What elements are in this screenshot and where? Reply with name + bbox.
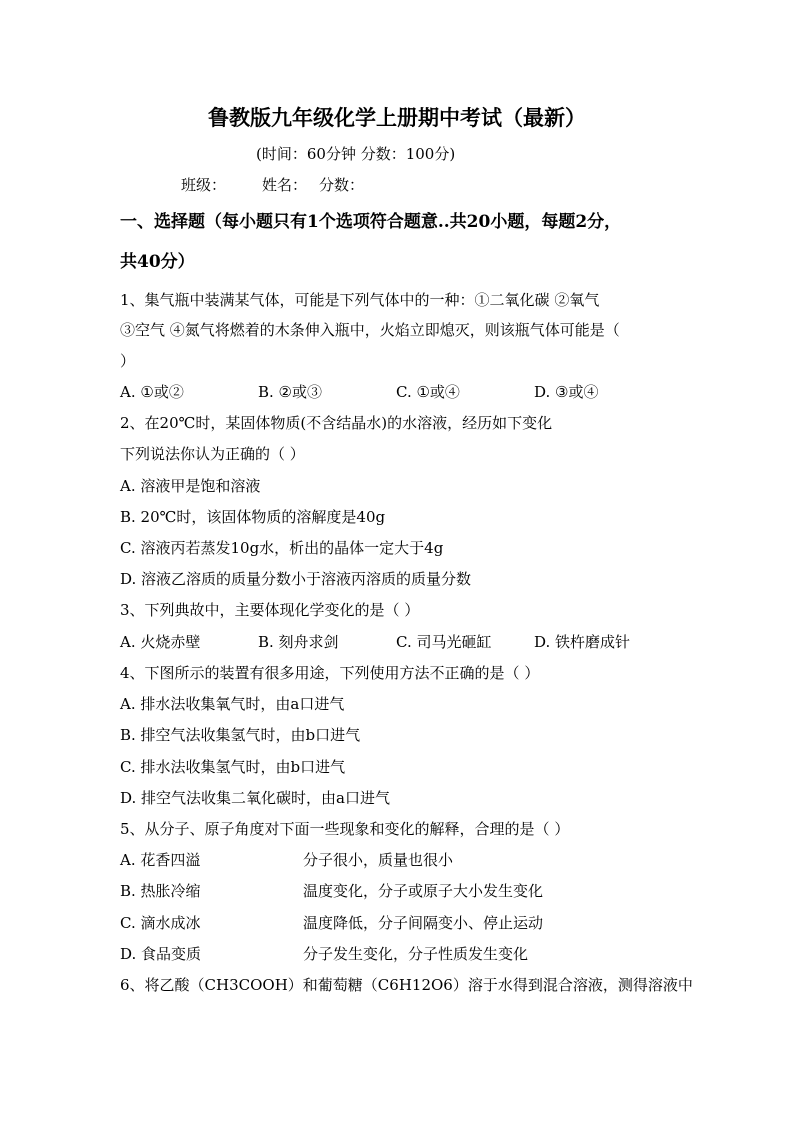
question-3-option-a: A. 火烧赤壁 xyxy=(120,633,201,651)
question-3-option-d: D. 铁杵磨成针 xyxy=(534,633,631,651)
question-5-option-d-explain: 分子发生变化，分子性质发生变化 xyxy=(303,945,529,963)
question-3-text: 3、下列典故中，主要体现化学变化的是（ ） xyxy=(120,601,420,619)
question-1-text-line2: ③空气 ④氮气将燃着的木条伸入瓶中，火焰立即熄灭，则该瓶气体可能是（ xyxy=(120,321,620,339)
question-3-option-c: C. 司马光砸缸 xyxy=(396,633,492,651)
question-2-option-c: C. 溶液丙若蒸发10g水，析出的晶体一定大于4g xyxy=(120,539,444,557)
question-3-option-b: B. 刻舟求剑 xyxy=(258,633,339,651)
question-1-option-b: B. ②或③ xyxy=(258,383,323,401)
section-heading-line1: 一、选择题（每小题只有1个选项符合题意..共20小题，每题2分， xyxy=(120,212,622,232)
question-1-text-line1: 1、集气瓶中装满某气体，可能是下列气体中的一种：①二氧化碳 ②氧气 xyxy=(120,291,600,309)
question-2-text-line1: 2、在20℃时，某固体物质(不含结晶水)的水溶液，经历如下变化 xyxy=(120,414,553,432)
question-4-option-c: C. 排水法收集氢气时，由b口进气 xyxy=(120,758,346,776)
question-4-option-a: A. 排水法收集氧气时，由a口进气 xyxy=(120,695,345,713)
question-2-option-d: D. 溶液乙溶质的质量分数小于溶液丙溶质的质量分数 xyxy=(120,570,472,588)
question-5-option-d-label: D. 食品变质 xyxy=(120,945,202,963)
question-5-option-a-label: A. 花香四溢 xyxy=(120,851,201,869)
class-field-label: 班级： xyxy=(181,176,227,194)
question-1-option-a: A. ①或② xyxy=(120,383,184,401)
question-5-option-c-explain: 温度降低，分子间隔变小、停止运动 xyxy=(303,914,544,932)
question-4-option-b: B. 排空气法收集氢气时，由b口进气 xyxy=(120,726,361,744)
section-heading-line2: 共40分） xyxy=(120,252,195,272)
question-2-option-a: A. 溶液甲是饱和溶液 xyxy=(120,477,261,495)
question-5-option-c-label: C. 滴水成冰 xyxy=(120,914,201,932)
question-4-text: 4、下图所示的装置有很多用途，下列使用方法不正确的是（ ） xyxy=(120,664,540,682)
page-title: 鲁教版九年级化学上册期中考试（最新） xyxy=(208,105,586,130)
question-5-option-b-explain: 温度变化，分子或原子大小发生变化 xyxy=(303,882,544,900)
question-1-option-d: D. ③或④ xyxy=(534,383,599,401)
exam-time-score: (时间：60分钟 分数：100分) xyxy=(256,145,456,163)
question-2-option-b: B. 20℃时，该固体物质的溶解度是40g xyxy=(120,508,386,526)
question-1-text-line3: ） xyxy=(120,352,136,370)
question-1-option-c: C. ①或④ xyxy=(396,383,460,401)
question-5-option-b-label: B. 热胀冷缩 xyxy=(120,882,201,900)
score-field-label: 分数： xyxy=(319,176,365,194)
question-5-text: 5、从分子、原子角度对下面一些现象和变化的解释，合理的是（ ） xyxy=(120,820,570,838)
question-4-option-d: D. 排空气法收集二氧化碳时，由a口进气 xyxy=(120,789,390,807)
question-5-option-a-explain: 分子很小，质量也很小 xyxy=(303,851,454,869)
question-2-text-line2: 下列说法你认为正确的（ ） xyxy=(120,445,305,463)
name-field-label: 姓名： xyxy=(262,176,308,194)
question-6-text: 6、将乙酸（CH3COOH）和葡萄糖（C6H12O6）溶于水得到混合溶液，测得溶液中 xyxy=(120,976,693,994)
